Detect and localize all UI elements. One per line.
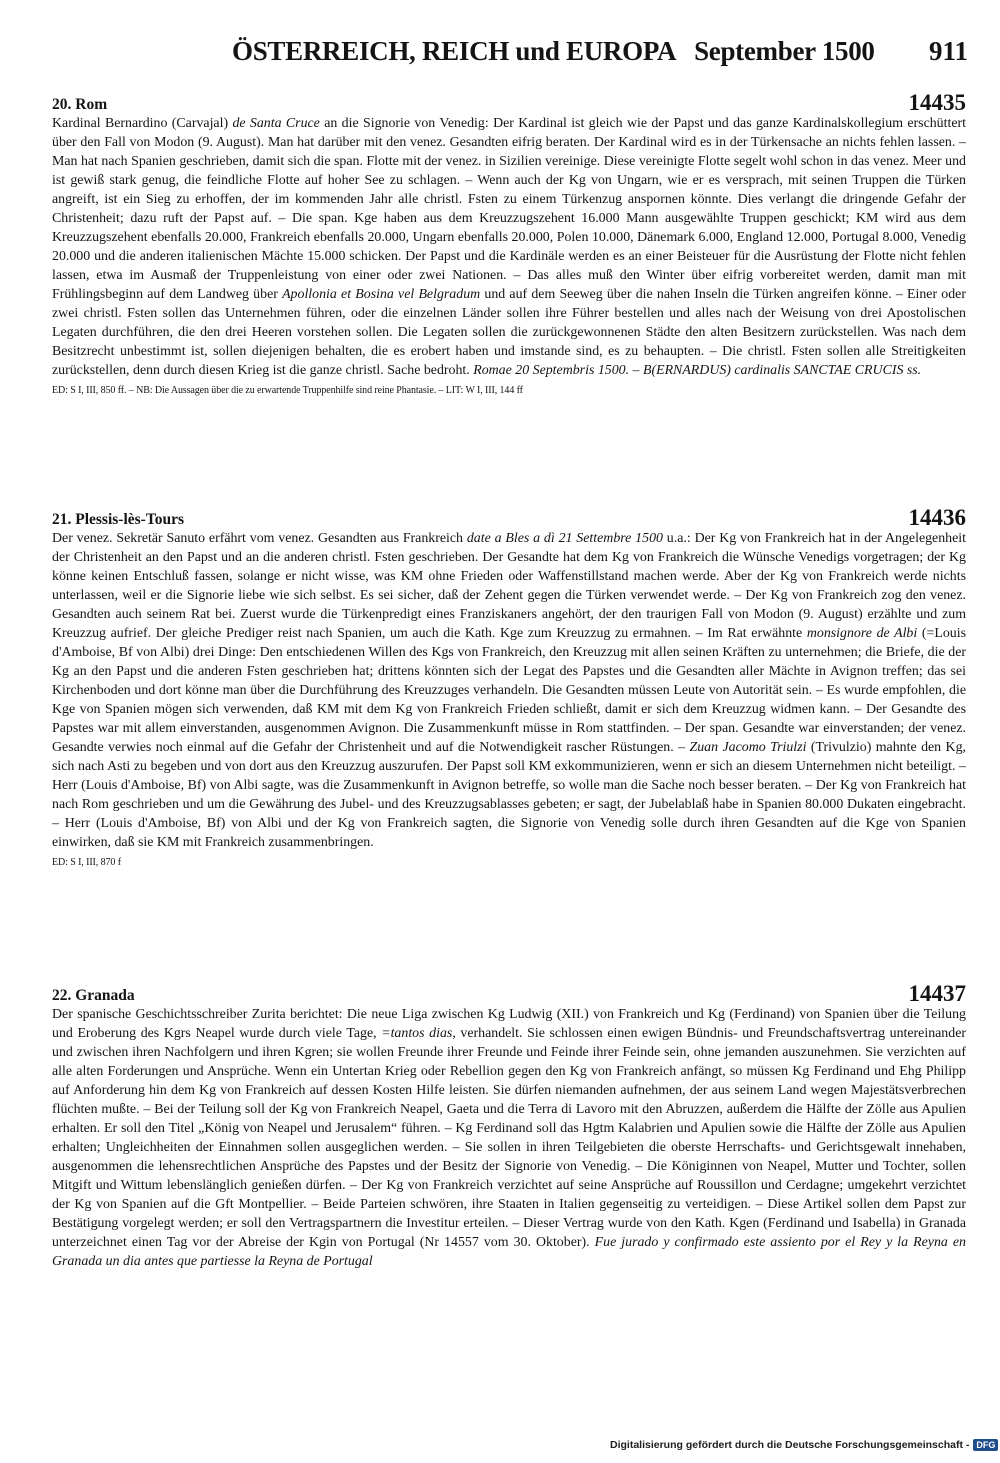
body-text: (=Louis d'Amboise, Bf von Albi) drei Dinge: Den entschiedenen Willen des Kgs von Frankreich, den Kreuzzug mit allen seinen Kräften zu unternehmen; die Briefe, die der Kg an den Papst und die anderen Fsten geschrieben hat; drittens könnten sich der Legat des Papstes und die Gesandten aller Mächte in Avignon treffen; das sei Kirchenboden und dort könne man über die Durchführung des Kreuzzuges verhandeln. Die Gesandten müssen Leute von Autorität sein. – Es wurde empfohlen, die Kge von Spanien mögen sich verwenden, daß KM mit dem Kg von Frankreich Frieden schließt, damit er sich dem Kreuzzug widmen kann. – Der Gesandte des Papstes war mit allem einverstanden, ausgenommen Avignon. Die Zusammenkunft müsse in Rom stattfinden. – Der span. Gesandte war einverstanden; der venez. Gesandte verwies noch einmal auf die Gefahr der Christenheit und auf die Notwendigkeit rascher Rüstungen. – <box>52 626 966 755</box>
body-italic: Zuan Jacomo Triulzi <box>689 740 807 755</box>
body-text: an die Signorie von Venedig: Der Kardinal ist gleich wie der Papst und das ganze Kardinalskollegium erschüttert über den Fall von Modon (9. August). Man hat darüber mit den venez. Gesandten eifrig beraten. Der Kardinal wird es in der Türkensache an nichts fehlen lassen. – Man hat nach Spanien geschrieben, damit sich die span. Flotte mit der venez. in Sizilien vereinige. Diese vereinigte Flotte segelt wohl schon in das venez. Meer und ist gewiß stark genug, die feindliche Flotte auf hoher See zu schlagen. – Wenn auch der Kg von Ungarn, wie er es versprach, mit seinen Truppen die Türken angreift, ist ein Sieg zu erhoffen, der im kommenden Jahr alle christl. Fsten zu einem Türkenzug anspornen könnte. Dies verlangt die dringende Gefahr der Christenheit; dazu ruft der Papst auf. – Die span. Kge haben aus dem Kreuzzugszehent 16.000 Mann ausgewählte Truppen geschickt; KM wird aus dem Kreuzzugszehent ebenfalls 20.000, Frankreich ebenfalls 20.000, Ungarn ebenfalls 20.000, Polen 10.000, Dänemark 6.000, England 12.000, Portugal 8.000, Venedig 20.000 und die anderen italienischen Mächte 15.000 schicken. Der Papst und die Kardinäle werden es an einer Beisteuer für die Ausrüstung der Flotte nicht fehlen lassen, etwa im Ausmaß der Truppenleistung von einer oder zwei Nationen. – Das alles muß den Winter über eifrig vorbereitet werden, damit man mit Frühlingsbeginn auf dem Landweg über <box>52 116 966 302</box>
body-text: und auf dem Seeweg über die nahen Inseln die Türken angreifen könne. – Einer oder zwei christl. Fsten sollen das Unternehmen führen, oder die einzelnen Länder sollen ihre Führer bestellen und alles nach der Weisung von drei Apostolischen Legaten durchführen, die den drei Heeren vorstehen sollen. Die Legaten sollen die zurückgewonnenen Städte den alten Besitzern zurückstellen. Was nach dem Besitzrecht unbestimmt ist, sollen diejenigen behalten, die es erobert haben und imstande sind, es zu behaupten. – Die christl. Fsten sollen alle Streitigkeiten zurückstellen, denn durch diesen Krieg ist die ganze christl. Sache bedroht. <box>52 287 966 378</box>
entry-number: 14437 <box>908 981 966 1006</box>
body-text: (Trivulzio) mahnte den Kg, sich nach Asti zu begeben und von dort aus den Kreuzzug auszurufen. Der Papst soll KM exkommunizieren, wenn er sich an diesem Unternehmen nicht beteiligt. – Herr (Louis d'Amboise, Bf) von Albi sagte, was die Zusammenkunft in Avignon betreffe, so wolle man die Sache noch besser beraten. – Der Kg von Frankreich hat nach Rom geschrieben und um die Gewährung des Jubel- und des Kreuzzugsablasses gebeten; er sagt, der Jubelablaß habe in Spanien 80.000 Dukaten eingebracht. – Herr (Louis d'Amboise, Bf) von Albi und der Kg von Frankreich sagten, die Signorie von Venedig solle durch ihren Gesandten auf die Kge von Spanien einwirken, daß sie KM mit Frankreich zusammenbringen. <box>52 740 967 850</box>
entry-place: 20. Rom <box>52 96 108 113</box>
body-text: Der venez. Sekretär Sanuto erfährt vom venez. Gesandten aus Frankreich <box>52 531 467 546</box>
dfg-logo-icon: DFG <box>973 1439 998 1451</box>
body-italic: date a Bles a dì 21 Settembre 1500 <box>466 531 663 546</box>
body-italic: de Santa Cruce <box>232 116 320 131</box>
entry-number: 14435 <box>908 90 966 115</box>
entry-body <box>52 114 966 380</box>
body-text: Der spanische Geschichtsschreiber Zurita berichtet: Die neue Liga zwischen Kg Ludwig (XII.) von Frankreich und Kg (Ferdinand) von Spanien über die Teilung und Eroberung des Kgrs Neapel wurde durch viele Tage, <box>52 1007 966 1041</box>
body-text: , verhandelt. Sie schlossen einen ewigen Bündnis- und Freundschaftsvertrag untereinander und zwischen ihren Nachfolgern und ihren Kgren; sie wollen Freunde ihrer Freunde und Feinde ihrer Feinde sein, ohne jemanden auszunehmen. Sie verzichten auf alle alten Forderungen und Ansprüche. Wenn ein Untertan Krieg oder Rebellion gegen den Kg von Frankreich anfängt, so müssen Kg Ferdinand und Ehg Philipp auf Anforderung hin dem Kg von Frankreich auf dessen Kosten Hilfe leisten. Sie dürfen niemanden aufnehmen, der aus seinem Land wegen Majestätsverbrechen flüchten mußte. – Bei der Teilung soll der Kg von Frankreich Neapel, Gaeta und die Terra di Lavoro mit den Abruzzen, außerdem die Hälfte der Zölle aus Apulien erhalten. Er soll den Titel „König von Neapel und Jerusalem“ führen. – Kg Ferdinand soll das Hgtm Kalabrien und Apulien sowie die Hälfte der Zölle aus Apulien erhalten; Ungleichheiten der Einnahmen sollen ausgeglichen werden. – Sie sollen in ihren Teilgebieten die oberste Herrschafts- und Gerichtsgewalt innehaben, ausgenommen die lehensrechtlichen Ansprüche des Papstes und der Besitz der Signorie von Venedig. – Die Königinnen von Neapel, Mutter und Tochter, sollen Mitgift und Wittum lebenslänglich genießen dürfen. – Der Kg von Frankreich verzichtet auf seine Ansprüche auf Roussillon und Cerdagne; umgekehrt verzichtet der Kg von Spanien auf die Gft Montpellier. – Beide Parteien schwören, ihre Staaten in Italien gegenseitig zu verteidigen. – Diese Artikel sollen dem Papst zur Bestätigung vorgelegt werden; er soll den Vertragspartnern die Investitur erteilen. – Dieser Vertrag wurde von den Kath. Kgen (Ferdinand und Isabella) in Granada unterzeichnet einen Tag vor der Abreise der Kgin von Portugal (Nr 14557 vom 30. Oktober). <box>52 1026 966 1250</box>
entry-body <box>52 529 966 852</box>
entry-heading <box>52 983 966 1005</box>
entry-14435 <box>52 92 966 399</box>
entry-note: ED: S I, III, 870 f <box>52 857 121 868</box>
entry-place: 21. Plessis-lès-Tours <box>52 511 185 528</box>
entry-body <box>52 1005 966 1271</box>
digitization-footer <box>610 1439 998 1451</box>
entry-heading <box>52 507 966 529</box>
body-italic: Fue jurado y confirmado este assiento por el Rey y la Reyna en Granada un dia antes que partiesse la Reyna de Portugal <box>52 1235 967 1269</box>
entry-place: 22. Granada <box>52 987 135 1004</box>
body-italic: =tantos dias <box>381 1026 453 1041</box>
running-header <box>52 36 972 70</box>
entry-14437 <box>52 983 966 1271</box>
body-italic: monsignore de Albi <box>806 626 918 641</box>
body-text: Kardinal Bernardino (Carvajal) <box>52 116 233 131</box>
entry-number: 14436 <box>908 505 966 530</box>
entry-heading <box>52 92 966 114</box>
entry-note: ED: S I, III, 850 ff. – NB: Die Aussagen über die zu erwartende Truppenhilfe sind reine Phantasie. – LIT: W I, III, 144 ff <box>52 385 523 396</box>
footer-text: Digitalisierung gefördert durch die Deutsche Forschungsgemeinschaft - <box>610 1439 970 1451</box>
body-text: u.a.: Der Kg von Frankreich hat in der Angelegenheit der Christenheit an den Papst und an die anderen christl. Fsten geschrieben. Der Gesandte hat dem Kg von Frankreich die Wünsche Venedigs vorgetragen; der Kg könne keinen Entschluß fassen, solange er nicht wisse, was KM ohne Frieden oder Waffenstillstand machen werde. Aber der Kg von Frankreich werde nichts unterlassen, weil er die Signorie liebe wie sich selbst. Es sei sicher, daß der Zehent gegen die Türken verwendet werde. – Der Kg von Frankreich zog den venez. Gesandten auch seinem Rat bei. Zuerst wurde die Türkenpredigt eines Franziskaners angehört, der den traurigen Fall von Modon (9. August) erzählte und zum Kreuzzug aufrief. Der gleiche Prediger reist nach Spanien, um auch die Kath. Kge zum Kreuzzug zu ermahnen. – Im Rat erwähnte <box>52 531 966 641</box>
page-number: 911 <box>928 36 968 66</box>
entry-14436 <box>52 507 966 871</box>
header-title: ÖSTERREICH, REICH und EUROPA September 1500 <box>232 36 875 66</box>
body-italic: Apollonia et Bosina vel Belgradum <box>282 287 481 302</box>
body-italic: Romae 20 Septembris 1500. – B(ERNARDUS) cardinalis SANCTAE CRUCIS ss. <box>473 363 922 378</box>
